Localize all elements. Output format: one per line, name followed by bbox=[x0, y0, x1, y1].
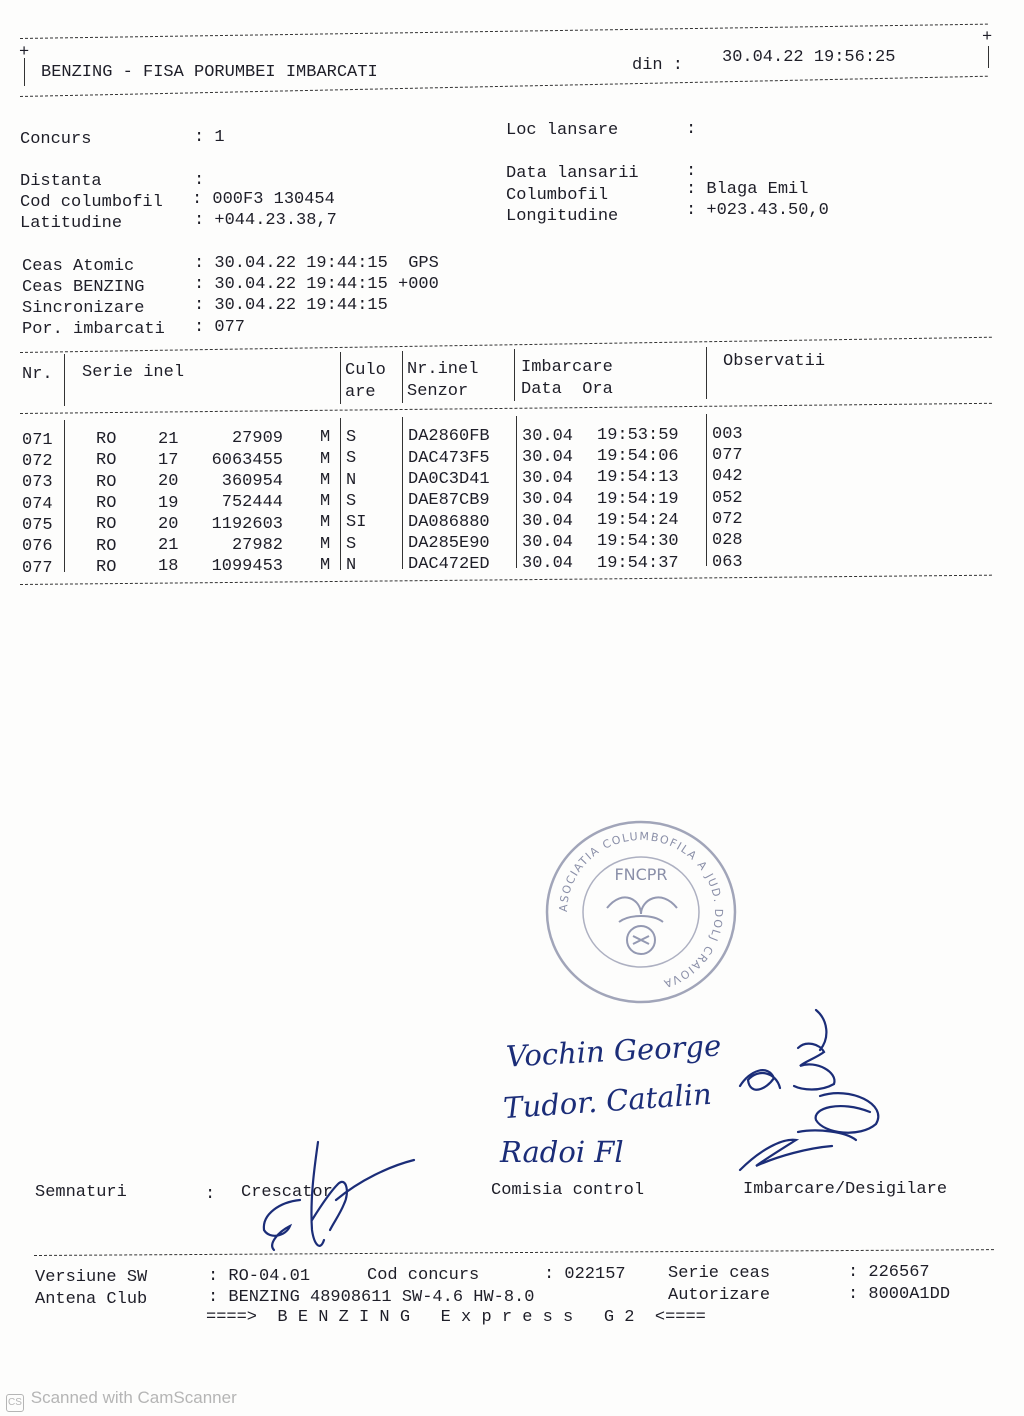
bird-emblem-icon bbox=[607, 897, 677, 954]
cell-data: 30.04 bbox=[522, 469, 574, 489]
table-col-divider bbox=[706, 414, 707, 566]
header-culoare-1: Culo bbox=[345, 361, 386, 380]
cell-ora: 19:53:59 bbox=[597, 425, 679, 445]
porumbei-imbarcati-value: : 077 bbox=[194, 318, 246, 337]
ceas-benzing-value: : 30.04.22 19:44:15 +000 bbox=[194, 275, 439, 294]
cell-obs: 052 bbox=[712, 488, 743, 508]
cell-an: 21 bbox=[158, 536, 179, 556]
longitudine-value: : +023.43.50,0 bbox=[686, 201, 829, 220]
antena-club-value: : BENZING 48908611 SW-4.6 HW-8.0 bbox=[208, 1288, 535, 1307]
table-header-rule bbox=[20, 403, 992, 414]
cell-nr: 075 bbox=[22, 515, 53, 535]
cell-tara: RO bbox=[96, 472, 117, 492]
longitudine-label: Longitudine bbox=[506, 207, 619, 226]
header-din-label: din : bbox=[632, 56, 684, 75]
cell-senzor: DA2860FB bbox=[408, 427, 490, 447]
table-col-divider bbox=[402, 351, 403, 403]
cell-tara: RO bbox=[96, 451, 117, 471]
header-right-border bbox=[988, 46, 989, 68]
table-col-divider bbox=[340, 418, 341, 570]
table-top-rule bbox=[20, 337, 992, 353]
stamp-ring-text: ASOCIATIA COLUMBOFILA A JUD. DOLJ CRAIOVA bbox=[556, 829, 726, 991]
latitudine-label: Latitudine bbox=[20, 214, 123, 233]
latitudine-value: : +044.23.38,7 bbox=[194, 211, 337, 230]
cell-an: 17 bbox=[158, 450, 179, 470]
cell-culoare: N bbox=[346, 470, 357, 490]
cell-data: 30.04 bbox=[522, 447, 574, 467]
cell-sex: M bbox=[320, 492, 331, 512]
cod-columbofil-label: Cod columbofil bbox=[20, 193, 163, 212]
cell-senzor: DA285E90 bbox=[408, 533, 490, 553]
cell-inel: 1192603 bbox=[211, 514, 283, 534]
sincronizare-label: Sincronizare bbox=[22, 299, 145, 318]
cell-sex: M bbox=[320, 534, 331, 554]
header-left-border bbox=[24, 58, 25, 86]
versiune-sw-label: Versiune SW bbox=[35, 1268, 148, 1287]
ceas-atomic-value: : 30.04.22 19:44:15 GPS bbox=[194, 254, 439, 273]
cell-an: 20 bbox=[158, 472, 179, 492]
cell-tara: RO bbox=[96, 515, 117, 535]
cell-culoare: S bbox=[346, 449, 357, 469]
imbarcare-desigilare-label: Imbarcare/Desigilare bbox=[743, 1180, 948, 1199]
table-col-divider bbox=[402, 417, 403, 569]
handwritten-name: Radoi Fl bbox=[500, 1135, 624, 1169]
table-col-divider bbox=[340, 352, 341, 404]
concurs-value: : 1 bbox=[194, 128, 225, 147]
cell-data: 30.04 bbox=[522, 511, 574, 531]
loc-lansare-value: : bbox=[686, 120, 697, 139]
cell-inel: 1099453 bbox=[211, 557, 283, 577]
table-col-divider bbox=[706, 347, 707, 399]
cell-sex: M bbox=[320, 428, 331, 448]
sincronizare-value: : 30.04.22 19:44:15 bbox=[194, 296, 388, 315]
table-col-divider bbox=[516, 416, 517, 568]
cell-ora: 19:54:30 bbox=[597, 532, 679, 552]
cell-obs: 003 bbox=[712, 424, 743, 444]
cell-inel: 6063455 bbox=[211, 450, 283, 470]
ceas-benzing-label: Ceas BENZING bbox=[22, 278, 145, 297]
cell-obs: 063 bbox=[712, 552, 743, 572]
cell-sex: M bbox=[320, 470, 331, 490]
semnaturi-label: Semnaturi bbox=[35, 1183, 127, 1202]
cell-an: 19 bbox=[158, 493, 179, 513]
cell-inel: 360954 bbox=[221, 471, 283, 491]
cell-culoare: SI bbox=[346, 513, 367, 533]
concurs-label: Concurs bbox=[20, 130, 92, 149]
header-nr-inel-1: Nr.inel bbox=[407, 360, 479, 379]
columbofil-value: : Blaga Emil bbox=[686, 180, 809, 199]
table-col-divider bbox=[514, 349, 515, 401]
header-top-rule bbox=[20, 24, 988, 39]
header-culoare-2: are bbox=[345, 383, 376, 402]
cell-nr: 076 bbox=[22, 537, 53, 557]
serie-ceas-value: : 226567 bbox=[848, 1263, 930, 1282]
cell-sex: M bbox=[320, 513, 331, 533]
cell-senzor: DAE87CB9 bbox=[408, 491, 490, 511]
cell-senzor: DAC472ED bbox=[408, 555, 490, 575]
footer-rule bbox=[34, 1249, 994, 1256]
cell-nr: 073 bbox=[22, 473, 53, 493]
cell-nr: 077 bbox=[22, 558, 53, 578]
cell-inel: 27909 bbox=[231, 429, 283, 449]
cell-an: 21 bbox=[158, 429, 179, 449]
comisia-control-label: Comisia control bbox=[491, 1181, 645, 1200]
cell-inel: 752444 bbox=[221, 493, 283, 513]
cell-obs: 077 bbox=[712, 446, 743, 466]
ceas-atomic-label: Ceas Atomic bbox=[22, 257, 135, 276]
table-bottom-rule bbox=[20, 575, 992, 585]
header-plus-mark: + bbox=[19, 43, 30, 62]
cell-data: 30.04 bbox=[522, 426, 574, 446]
cell-data: 30.04 bbox=[522, 490, 574, 510]
cod-concurs-label: Cod concurs bbox=[367, 1266, 480, 1285]
header-serie-inel: Serie inel bbox=[82, 363, 185, 382]
columbofil-label: Columbofil bbox=[506, 186, 609, 205]
cell-culoare: S bbox=[346, 534, 357, 554]
cell-sex: M bbox=[320, 556, 331, 576]
cell-ora: 19:54:37 bbox=[597, 553, 679, 573]
cell-obs: 072 bbox=[712, 510, 743, 530]
cell-nr: 074 bbox=[22, 494, 53, 514]
cod-columbofil-value: : 000F3 130454 bbox=[192, 190, 335, 209]
cell-nr: 071 bbox=[22, 430, 53, 450]
autorizare-label: Autorizare bbox=[668, 1286, 771, 1305]
cell-tara: RO bbox=[96, 536, 117, 556]
cell-data: 30.04 bbox=[522, 554, 574, 574]
cell-inel: 27982 bbox=[231, 535, 283, 555]
cell-senzor: DAC473F5 bbox=[408, 448, 490, 468]
header-nr-inel-2: Senzor bbox=[407, 382, 469, 401]
distanta-label: Distanta bbox=[20, 172, 102, 191]
header-imbarcare-1: Imbarcare bbox=[521, 358, 613, 377]
cell-tara: RO bbox=[96, 557, 117, 577]
fncpr-stamp bbox=[543, 818, 739, 1006]
crescator-label: Crescator bbox=[241, 1183, 333, 1202]
cell-senzor: DA086880 bbox=[408, 512, 490, 532]
cell-culoare: S bbox=[346, 428, 357, 447]
cell-ora: 19:54:13 bbox=[597, 468, 679, 488]
cell-culoare: S bbox=[346, 491, 357, 511]
cell-obs: 028 bbox=[712, 531, 743, 551]
camscanner-watermark bbox=[6, 1388, 237, 1412]
header-din-value: 30.04.22 19:56:25 bbox=[722, 48, 896, 67]
handwritten-name: Vochin George bbox=[505, 1028, 722, 1074]
data-lansarii-value: : bbox=[686, 162, 697, 181]
cell-culoare: N bbox=[346, 555, 357, 575]
document-title: BENZING - FISA PORUMBEI IMBARCATI bbox=[41, 63, 378, 82]
cell-ora: 19:54:24 bbox=[597, 511, 679, 531]
cell-ora: 19:54:19 bbox=[597, 489, 679, 509]
data-lansarii-label: Data lansarii bbox=[506, 164, 639, 183]
cod-concurs-value: : 022157 bbox=[544, 1265, 626, 1284]
versiune-sw-value: : RO-04.01 bbox=[208, 1267, 311, 1286]
serie-ceas-label: Serie ceas bbox=[668, 1264, 771, 1283]
cell-ora: 19:54:06 bbox=[597, 447, 679, 467]
cell-sex: M bbox=[320, 449, 331, 469]
loc-lansare-label: Loc lansare bbox=[506, 121, 619, 140]
crescator-signature bbox=[250, 1140, 440, 1270]
table-col-divider bbox=[64, 354, 65, 406]
header-plus-mark: + bbox=[982, 28, 993, 47]
cell-an: 18 bbox=[158, 557, 179, 577]
antena-club-label: Antena Club bbox=[35, 1290, 148, 1309]
camscanner-logo-icon: CS bbox=[6, 1394, 24, 1412]
cell-obs: 042 bbox=[712, 467, 743, 487]
semnaturi-colon: : bbox=[205, 1185, 216, 1204]
cell-an: 20 bbox=[158, 514, 179, 534]
porumbei-imbarcati-label: Por. imbarcati bbox=[22, 320, 165, 339]
cell-data: 30.04 bbox=[522, 533, 574, 552]
handwritten-name: Tudor. Catalin bbox=[502, 1076, 713, 1126]
camscanner-text: Scanned with CamScanner bbox=[30, 1388, 237, 1407]
handwritten-signature bbox=[720, 1000, 920, 1180]
table-col-divider bbox=[64, 420, 65, 572]
cell-tara: RO bbox=[96, 430, 117, 450]
autorizare-value: : 8000A1DD bbox=[848, 1285, 951, 1304]
distanta-value: : bbox=[194, 171, 205, 190]
cell-senzor: DA0C3D41 bbox=[408, 470, 490, 490]
header-imbarcare-2: Data Ora bbox=[521, 380, 613, 399]
cell-nr: 072 bbox=[22, 452, 53, 472]
header-nr: Nr. bbox=[22, 365, 53, 384]
cell-tara: RO bbox=[96, 494, 117, 514]
stamp-center-text: FNCPR bbox=[614, 865, 668, 884]
header-observatii: Observatii bbox=[723, 352, 826, 371]
benzing-express-line: ====> B E N Z I N G E x p r e s s G 2 <==== bbox=[206, 1308, 706, 1327]
